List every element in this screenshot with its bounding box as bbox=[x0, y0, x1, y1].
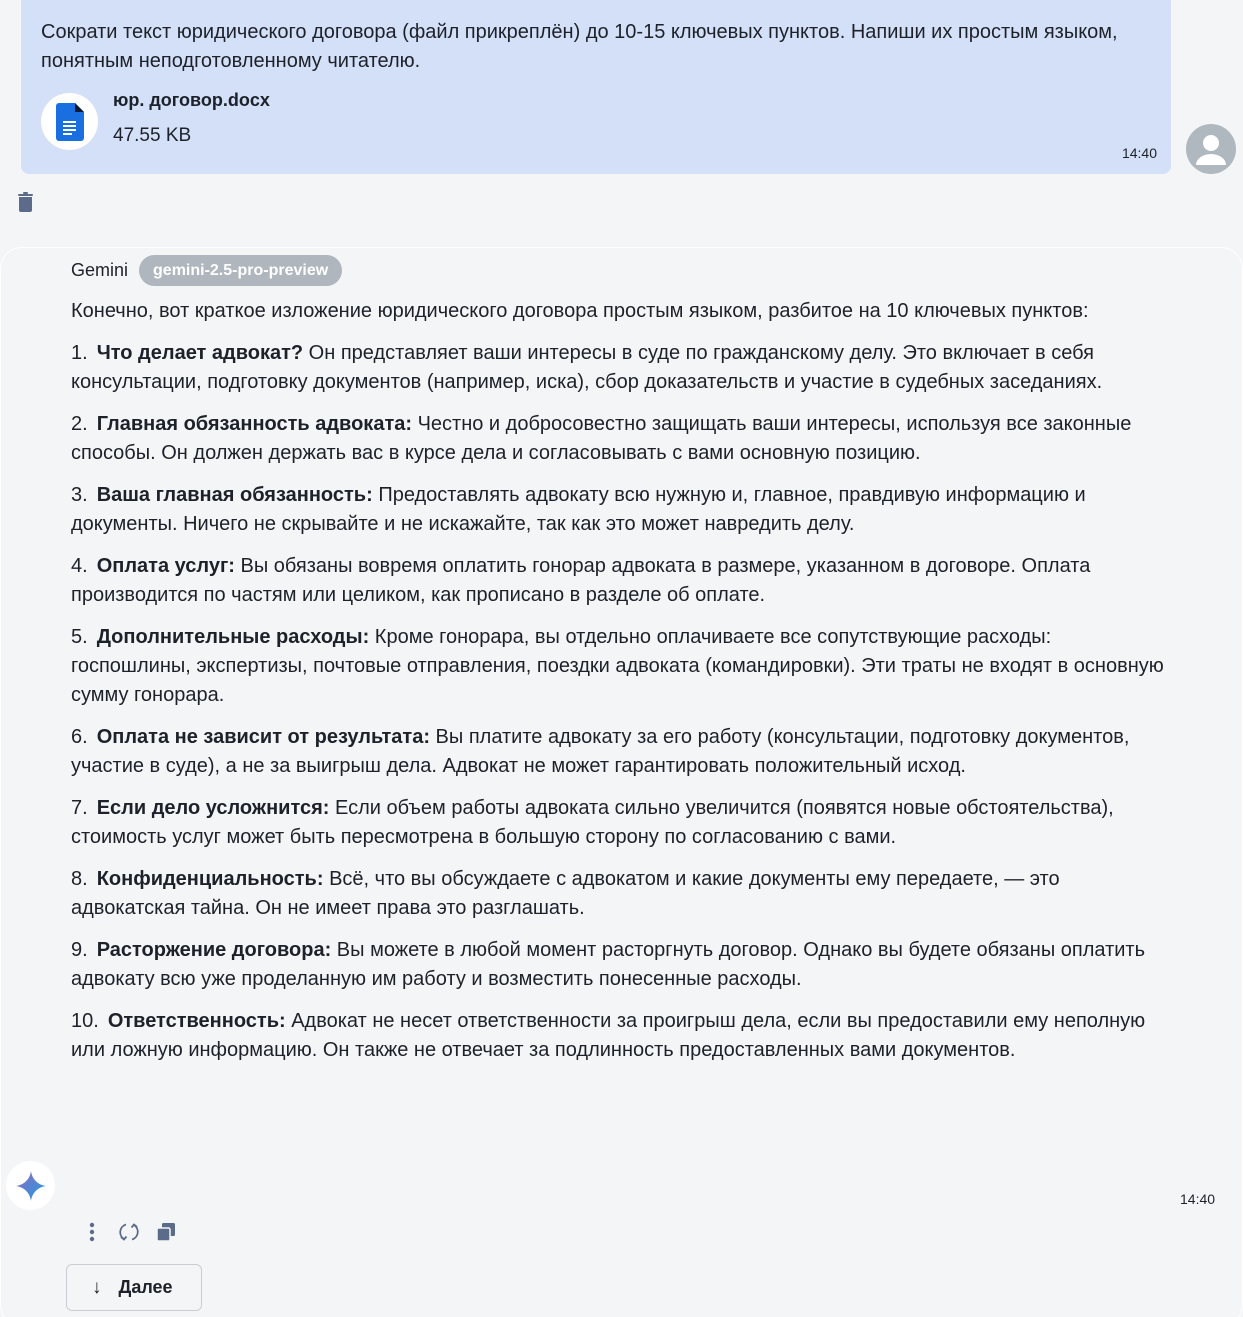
sender-name: Gemini bbox=[71, 260, 129, 280]
assistant-message-time: 14:40 bbox=[1180, 1191, 1216, 1207]
item-title: Что делает адвокат? bbox=[96, 342, 304, 364]
item-title: Конфиденциальность: bbox=[96, 868, 324, 890]
list-item bbox=[71, 1007, 1171, 1065]
list-item bbox=[71, 552, 1171, 610]
item-number: 6. bbox=[71, 726, 88, 748]
arrow-down-icon: ↓ bbox=[92, 1276, 102, 1298]
item-number: 4. bbox=[71, 555, 88, 577]
file-size: 47.55 KB bbox=[113, 125, 192, 146]
item-title: Если дело усложнится: bbox=[96, 797, 330, 819]
answer-intro: Конечно, вот краткое изложение юридического договора простым языком, разбитое на 10 ключевых пунктов: bbox=[71, 300, 1089, 322]
item-number: 2. bbox=[71, 413, 88, 435]
list-item bbox=[71, 481, 1171, 539]
google-docs-file-icon bbox=[41, 93, 98, 150]
assistant-header bbox=[71, 255, 342, 286]
gemini-sparkle-icon bbox=[6, 1161, 55, 1210]
user-message-bubble bbox=[21, 0, 1171, 174]
trash-icon[interactable] bbox=[17, 192, 34, 212]
copy-icon[interactable] bbox=[154, 1220, 178, 1244]
item-text: Адвокат не несет ответственности за проигрыш дела, если вы предоставили ему неполную или ложную информацию. Он также не отвечает за подлинность предоставленных вами документов. bbox=[71, 1010, 1146, 1061]
item-text: Предоставлять адвокату всю нужную и, главное, правдивую информацию и документы. Ничего не скрывайте и не искажайте, так как это может навредить делу. bbox=[71, 484, 1086, 535]
model-badge: gemini-2.5-pro-preview bbox=[139, 255, 342, 286]
list-item bbox=[71, 623, 1171, 710]
item-title: Оплата услуг: bbox=[96, 555, 235, 577]
item-text: Вы обязаны вовремя оплатить гонорар адвоката в размере, указанном в договоре. Оплата производится по частям или целиком, как прописано в разделе об оплате. bbox=[71, 555, 1091, 606]
file-attachment[interactable] bbox=[41, 90, 270, 150]
assistant-answer bbox=[71, 297, 1171, 1078]
item-text: Вы можете в любой момент расторгнуть договор. Однако вы будете обязаны оплатить адвокату всю уже проделанную им работу и возместить понесенные расходы. bbox=[71, 939, 1145, 990]
item-title: Главная обязанность адвоката: bbox=[96, 413, 413, 435]
item-text: Если объем работы адвоката сильно увеличится (появятся новые обстоятельства), стоимость услуг может быть пересмотрена в большую сторону по согласованию с вами. bbox=[71, 797, 1114, 848]
list-item bbox=[71, 410, 1171, 468]
item-number: 8. bbox=[71, 868, 88, 890]
item-number: 9. bbox=[71, 939, 88, 961]
list-item bbox=[71, 865, 1171, 923]
item-text: Всё, что вы обсуждаете с адвокатом и какие документы ему передаете, — это адвокатская тайна. Он не имеет права это разглашать. bbox=[71, 868, 1060, 919]
next-button-label: Далее bbox=[118, 1277, 173, 1297]
more-vertical-icon[interactable] bbox=[80, 1220, 104, 1244]
item-title: Ваша главная обязанность: bbox=[96, 484, 373, 506]
next-button[interactable] bbox=[66, 1264, 202, 1311]
item-number: 7. bbox=[71, 797, 88, 819]
item-number: 1. bbox=[71, 342, 88, 364]
message-actions bbox=[80, 1220, 191, 1244]
item-text: Кроме гонорара, вы отдельно оплачиваете все сопутствующие расходы: госпошлины, экспертизы, почтовые отправления, поездки адвоката (командировки). Эти траты не входят в основную сумму гонорара. bbox=[71, 626, 1164, 706]
item-number: 3. bbox=[71, 484, 88, 506]
item-title: Дополнительные расходы: bbox=[96, 626, 370, 648]
item-title: Оплата не зависит от результата: bbox=[96, 726, 430, 748]
list-item bbox=[71, 339, 1171, 397]
item-text: Он представляет ваши интересы в суде по гражданскому делу. Это включает в себя консультации, подготовку документов (например, иска), сбор доказательств и участие в судебных заседаниях. bbox=[71, 342, 1103, 393]
item-number: 10. bbox=[71, 1010, 99, 1032]
file-name: юр. договор.docx bbox=[113, 90, 270, 110]
item-number: 5. bbox=[71, 626, 88, 648]
regenerate-icon[interactable] bbox=[117, 1220, 141, 1244]
user-avatar-icon bbox=[1186, 124, 1236, 174]
list-item bbox=[71, 723, 1171, 781]
item-text: Вы платите адвокату за его работу (консультации, подготовку документов, участие в суде), а не за выигрыш дела. Адвокат не может гарантировать положительный исход. bbox=[71, 726, 1130, 777]
item-text: Честно и добросовестно защищать ваши интересы, используя все законные способы. Он должен держать вас в курсе дела и согласовывать с вами основную позицию. bbox=[71, 413, 1132, 464]
list-item bbox=[71, 794, 1171, 852]
item-title: Ответственность: bbox=[107, 1010, 286, 1032]
user-message-time: 14:40 bbox=[1121, 145, 1157, 161]
item-title: Расторжение договора: bbox=[96, 939, 332, 961]
user-message-text: Сократи текст юридического договора (файл прикреплён) до 10-15 ключевых пунктов. Напиши их простым языком, понятным неподготовленному читателю. bbox=[41, 21, 1118, 72]
list-item bbox=[71, 936, 1171, 994]
